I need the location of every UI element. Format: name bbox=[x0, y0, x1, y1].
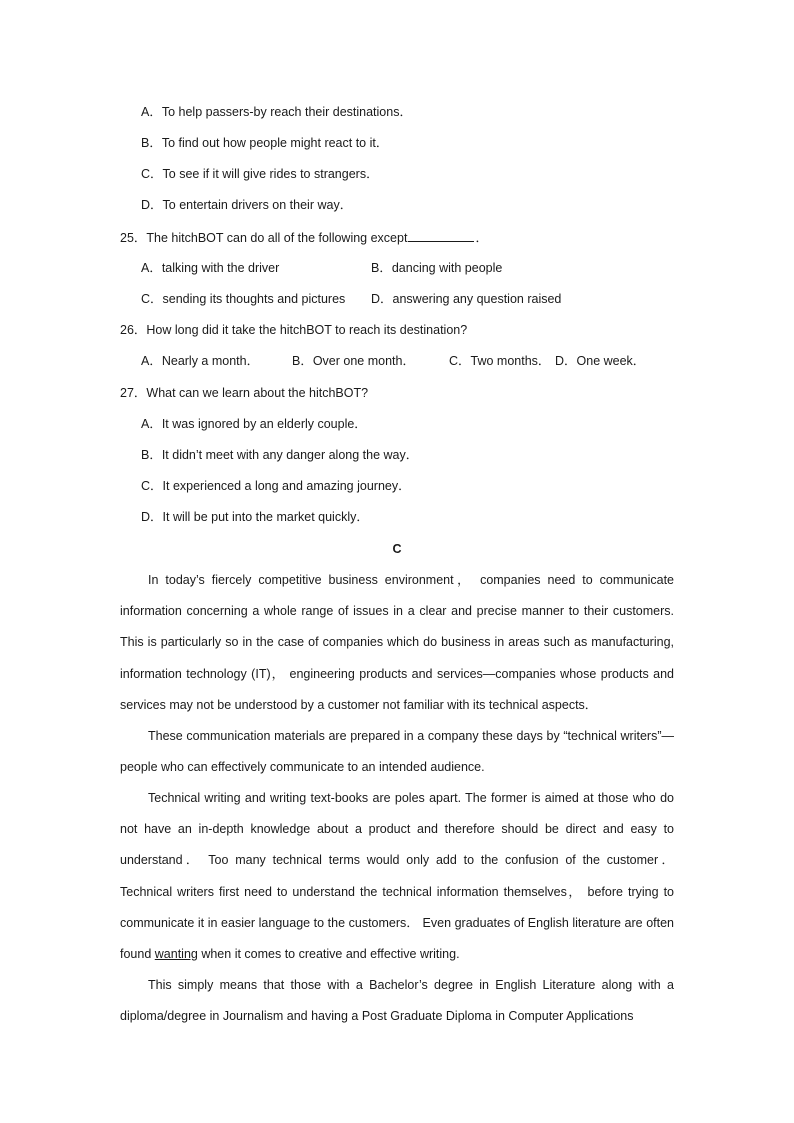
section-heading: C bbox=[392, 542, 402, 556]
q24-option-c: C．To see if it will give rides to strangers． bbox=[141, 167, 379, 181]
q26-option-d: D．One week． bbox=[555, 354, 646, 368]
q26-option-a: A．Nearly a month． bbox=[141, 354, 260, 368]
q26-option-c: C．Two months． bbox=[449, 354, 551, 368]
passage-paragraph-1: In today’s fiercely competitive business environment， companies need to communicate information concerning a whole range of issues in a clear and precise manner to their customers. This is particularly so in the case of companies which do business in areas such as manufacturing, information technology (IT)， engineering products and services—companies whose products and services may not be understood by a customer not familiar with its technical aspects． bbox=[120, 573, 674, 712]
q25-option-b: B．dancing with people bbox=[371, 261, 503, 275]
underlined-word: wanting bbox=[154, 947, 198, 962]
q26-option-b: B．Over one month． bbox=[292, 354, 415, 368]
q25-option-c: C．sending its thoughts and pictures bbox=[141, 292, 346, 306]
q27-stem: 27．What can we learn about the hitchBOT? bbox=[120, 386, 369, 400]
q24-option-b: B．To find out how people might react to it． bbox=[141, 136, 389, 150]
q25-stem-end: ． bbox=[475, 231, 488, 245]
q24-option-a: A．To help passers-by reach their destinations． bbox=[141, 105, 412, 119]
q26-stem: 26．How long did it take the hitchBOT to reach its destination? bbox=[120, 323, 468, 337]
passage-paragraph-4: This simply means that those with a Bachelor’s degree in English Literature along with a diploma/degree in Journalism and having a Post Graduate Diploma in Computer Applications bbox=[120, 978, 674, 1024]
q25-option-d: D．answering any question raised bbox=[371, 292, 562, 306]
q27-option-a: A．It was ignored by an elderly couple． bbox=[141, 417, 367, 431]
q27-option-b: B．It didn’t meet with any danger along the way． bbox=[141, 448, 419, 462]
paragraph-3-text: Technical writing and writing text-books are poles apart. The former is aimed at those who do not have an in-depth knowledge about a product and therefore should be direct and easy to understand． Too many technical terms would only add to the confusion of the customer． Technical writers first need to understand the technical information themselves， before trying to communicate it in easier language to the customers． Even graduates of English literature are often found bbox=[120, 791, 674, 962]
q25-stem bbox=[120, 229, 488, 246]
passage-paragraph-3 bbox=[120, 783, 674, 970]
q24-option-d: D．To entertain drivers on their way． bbox=[141, 198, 353, 212]
paragraph-3-end: when it comes to creative and effective writing. bbox=[197, 947, 460, 962]
q27-option-c: C．It experienced a long and amazing journey． bbox=[141, 479, 411, 493]
q25-stem-text: 25．The hitchBOT can do all of the following except bbox=[120, 231, 408, 245]
q27-option-d: D．It will be put into the market quickly． bbox=[141, 510, 369, 524]
passage-paragraph-2: These communication materials are prepared in a company these days by “technical writers”—people who can effectively communicate to an intended audience. bbox=[120, 729, 674, 775]
answer-blank bbox=[408, 229, 474, 242]
q25-option-a: A．talking with the driver bbox=[141, 261, 280, 275]
